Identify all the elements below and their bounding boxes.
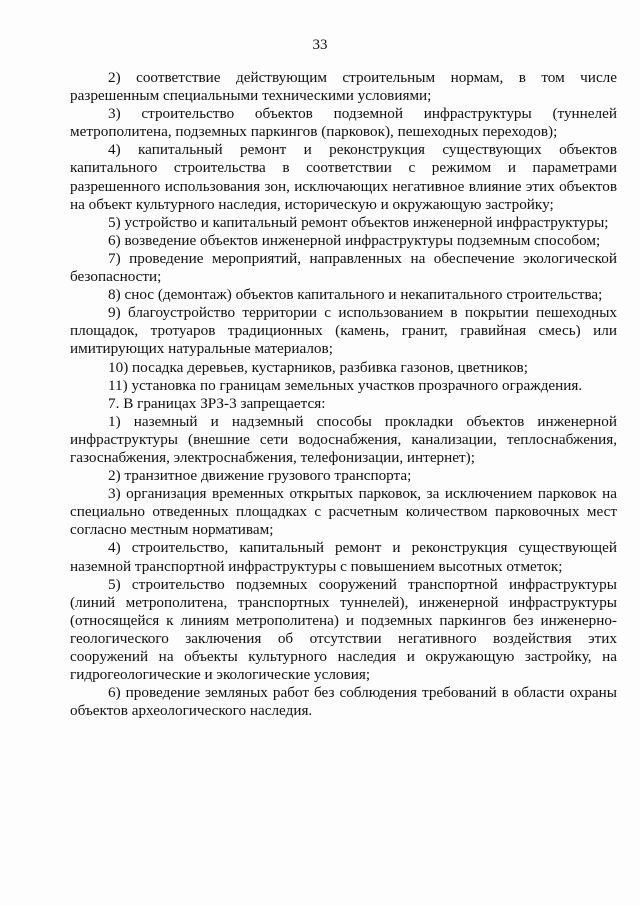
paragraph-item-9: 9) благоустройство территории с использованием в покрытии пешеходных площадок, тротуаров традиционных (камень, гранит, гравийная смесь) или имитирующих натуральные материалов; xyxy=(70,304,617,358)
document-body xyxy=(70,69,617,720)
prohibition-item-5: 5) строительство подземных сооружений транспортной инфраструктуры (линий метрополитена, транспортных туннелей), инженерной инфраструктуры (относящейся к линиям метрополитена) и подземных паркингов без инженерно-геологического заключения об отсутствии негативного воздействия этих сооружений на объекты культурного наследия и окружающую застройку, на гидрогеологические и экологические условия; xyxy=(70,575,617,684)
paragraph-item-6: 6) возведение объектов инженерной инфраструктуры подземным способом; xyxy=(108,231,601,249)
paragraph-item-7: 7) проведение мероприятий, направленных на обеспечение экологической безопасности; xyxy=(70,249,617,286)
paragraph-item-8: 8) снос (демонтаж) объектов капитального и некапитального строительства; xyxy=(108,286,603,304)
paragraph-item-2: 2) соответствие действующим строительным нормам, в том числе разрешенным специальными техническими условиями; xyxy=(70,69,617,105)
paragraph-item-3: 3) строительство объектов подземной инфраструктуры (туннелей метрополитена, подземных паркингов (парковок), пешеходных переходов); xyxy=(70,105,617,141)
prohibition-item-3: 3) организация временных открытых парковок, за исключением парковок на специально отведенных площадках с расчетным количеством парковочных мест согласно местным нормативам; xyxy=(70,485,617,539)
prohibition-item-2: 2) транзитное движение грузового транспорта; xyxy=(108,467,412,485)
paragraph-item-4: 4) капитальный ремонт и реконструкция существующих объектов капитального строительства в соответствии с режимом и параметрами разрешенного использования зон, исключающих негативное влияние этих объектов на объект культурного наследия, историческую и окружающую застройку; xyxy=(70,141,617,213)
paragraph-item-10: 10) посадка деревьев, кустарников, разбивка газонов, цветников; xyxy=(108,358,528,376)
section-heading-zrz3: 7. В границах ЗРЗ-3 запрещается: xyxy=(108,394,326,412)
prohibition-item-4: 4) строительство, капитальный ремонт и реконструкция существующей наземной транспортной инфраструктуры с повышением высотных отметок; xyxy=(70,539,617,575)
page-number: 33 xyxy=(312,37,328,53)
prohibition-item-6: 6) проведение земляных работ без соблюдения требований в области охраны объектов археологического наследия. xyxy=(70,684,617,720)
paragraph-item-11: 11) установка по границам земельных участков прозрачного ограждения. xyxy=(108,376,583,394)
paragraph-item-5: 5) устройство и капитальный ремонт объектов инженерной инфраструктуры; xyxy=(108,213,609,231)
prohibition-item-1: 1) наземный и надземный способы прокладки объектов инженерной инфраструктуры (внешние сети водоснабжения, канализации, теплоснабжения, газоснабжения, электроснабжения, телефонизации, интернет); xyxy=(70,412,617,466)
